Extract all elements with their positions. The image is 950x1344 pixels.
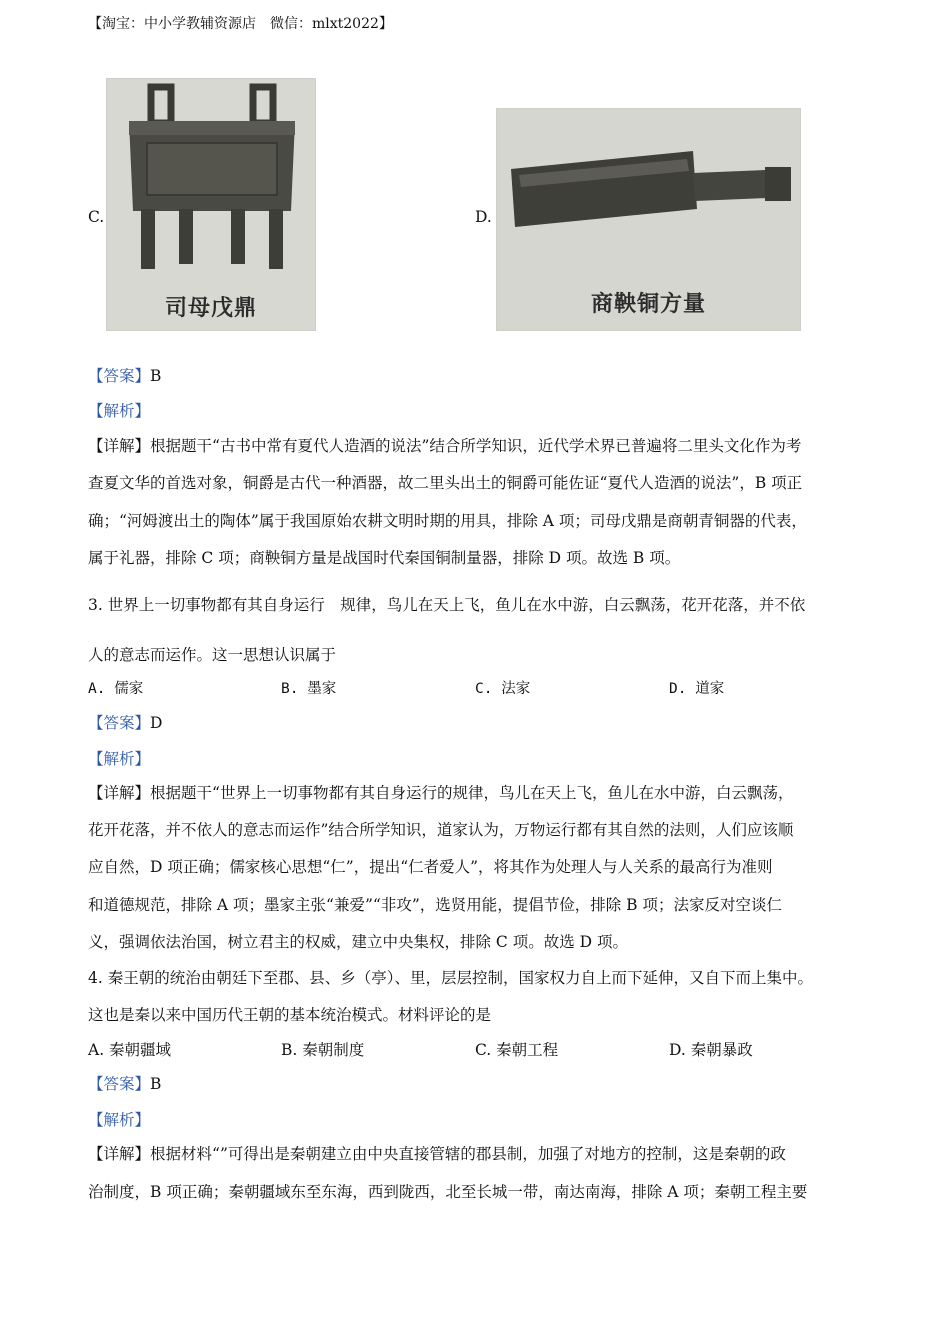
q2-detail-line-3: 确；“河姆渡出土的陶体”属于我国原始农耕文明时期的用具，排除 A 项；司母戊鼎是商朝青铜器的代表， bbox=[88, 512, 807, 530]
q3-answer-value: D bbox=[150, 714, 163, 732]
q3-detail-line-1 bbox=[88, 783, 793, 803]
q4-option-a: A. 秦朝疆域 bbox=[88, 1041, 172, 1059]
q4-detail-text-1: 根据材料“”可得出是秦朝建立由中央直接管辖的郡县制，加强了对地方的控制，这是秦朝的政 bbox=[150, 1145, 786, 1163]
q3-detail-line-5: 义，强调依法治国，树立君主的权威，建立中央集权，排除 C 项。故选 D 项。 bbox=[88, 933, 628, 951]
q4-answer-value: B bbox=[150, 1075, 162, 1093]
q4-option-c: C. 秦朝工程 bbox=[475, 1041, 559, 1059]
q3-answer-tag: 【答案】 bbox=[88, 714, 151, 732]
q4-detail-line-2: 治制度，B 项正确；秦朝疆域东至东海，西到陇西，北至长城一带，南达南海，排除 A 项；秦朝工程主要 bbox=[88, 1183, 808, 1201]
bronze-measure-image bbox=[496, 108, 801, 331]
q4-stem-line-1: 4. 秦王朝的统治由朝廷下至郡、县、乡（亭）、里，层层控制，国家权力自上而下延伸，又自下而上集中。 bbox=[88, 969, 813, 987]
q3-answer bbox=[88, 713, 162, 733]
option-d-label: D. bbox=[475, 208, 492, 226]
q2-answer bbox=[88, 366, 161, 386]
q3-option-b: B. 墨家 bbox=[281, 681, 337, 697]
q2-answer-value: B bbox=[150, 367, 162, 385]
q4-analysis-tag: 【解析】 bbox=[88, 1111, 151, 1129]
q2-analysis-tag: 【解析】 bbox=[88, 402, 151, 420]
q4-answer-tag: 【答案】 bbox=[88, 1075, 151, 1093]
q4-detail-line-1 bbox=[88, 1144, 786, 1164]
q2-detail-line-1 bbox=[88, 436, 801, 456]
q2-answer-tag: 【答案】 bbox=[88, 367, 151, 385]
page-header: 【淘宝：中小学教辅资源店 微信：mlxt2022】 bbox=[88, 16, 393, 32]
q3-detail-text-1: 根据题干“世界上一切事物都有其自身运行的规律，鸟儿在天上飞，鱼儿在水中游，白云飘荡， bbox=[150, 784, 794, 802]
q3-option-a: A. 儒家 bbox=[88, 681, 144, 697]
q3-stem-line-2: 人的意志而运作。这一思想认识属于 bbox=[88, 646, 337, 664]
q4-detail-tag: 【详解】 bbox=[88, 1145, 151, 1163]
q3-detail-tag: 【详解】 bbox=[88, 784, 151, 802]
q3-detail-line-2: 花开花落，并不依人的意志而运作”结合所学知识，道家认为，万物运行都有其自然的法则，人们应该顺 bbox=[88, 821, 794, 839]
q3-analysis-tag: 【解析】 bbox=[88, 750, 151, 768]
q2-detail-line-4: 属于礼器，排除 C 项；商鞅铜方量是战国时代秦国铜制量器，排除 D 项。故选 B 项。 bbox=[88, 549, 681, 567]
q2-detail-text-1: 根据题干“古书中常有夏代人造酒的说法”结合所学知识，近代学术界已普遍将二里头文化作为考 bbox=[150, 437, 802, 455]
ding-vessel-image bbox=[106, 78, 316, 331]
q3-option-c: C. 法家 bbox=[475, 681, 531, 697]
q2-detail-tag: 【详解】 bbox=[88, 437, 151, 455]
q3-detail-line-4: 和道德规范，排除 A 项；墨家主张“兼爱”“非攻”，选贤用能，提倡节俭，排除 B 项；法家反对空谈仁 bbox=[88, 896, 782, 914]
ding-caption: 司母戊鼎 bbox=[164, 295, 257, 321]
q2-detail-line-2: 查夏文华的首选对象，铜爵是古代一种酒器，故二里头出土的铜爵可能佐证“夏代人造酒的说法”，B 项正 bbox=[88, 474, 803, 492]
q4-option-b: B. 秦朝制度 bbox=[281, 1041, 365, 1059]
q4-stem-line-2: 这也是秦以来中国历代王朝的基本统治模式。材料评论的是 bbox=[88, 1006, 492, 1024]
q4-answer bbox=[88, 1074, 161, 1094]
q3-stem-line-1: 3. 世界上一切事物都有其自身运行 规律，鸟儿在天上飞，鱼儿在水中游，白云飘荡，花开花落，并不依 bbox=[88, 596, 806, 614]
measure-caption: 商鞅铜方量 bbox=[590, 291, 706, 317]
q3-detail-line-3: 应自然，D 项正确；儒家核心思想“仁”，提出“仁者爱人”，将其作为处理人与人关系的最高行为准则 bbox=[88, 858, 773, 876]
q3-option-d: D. 道家 bbox=[669, 681, 725, 697]
q4-option-d: D. 秦朝暴政 bbox=[669, 1041, 753, 1059]
option-c-label: C. bbox=[88, 208, 105, 226]
